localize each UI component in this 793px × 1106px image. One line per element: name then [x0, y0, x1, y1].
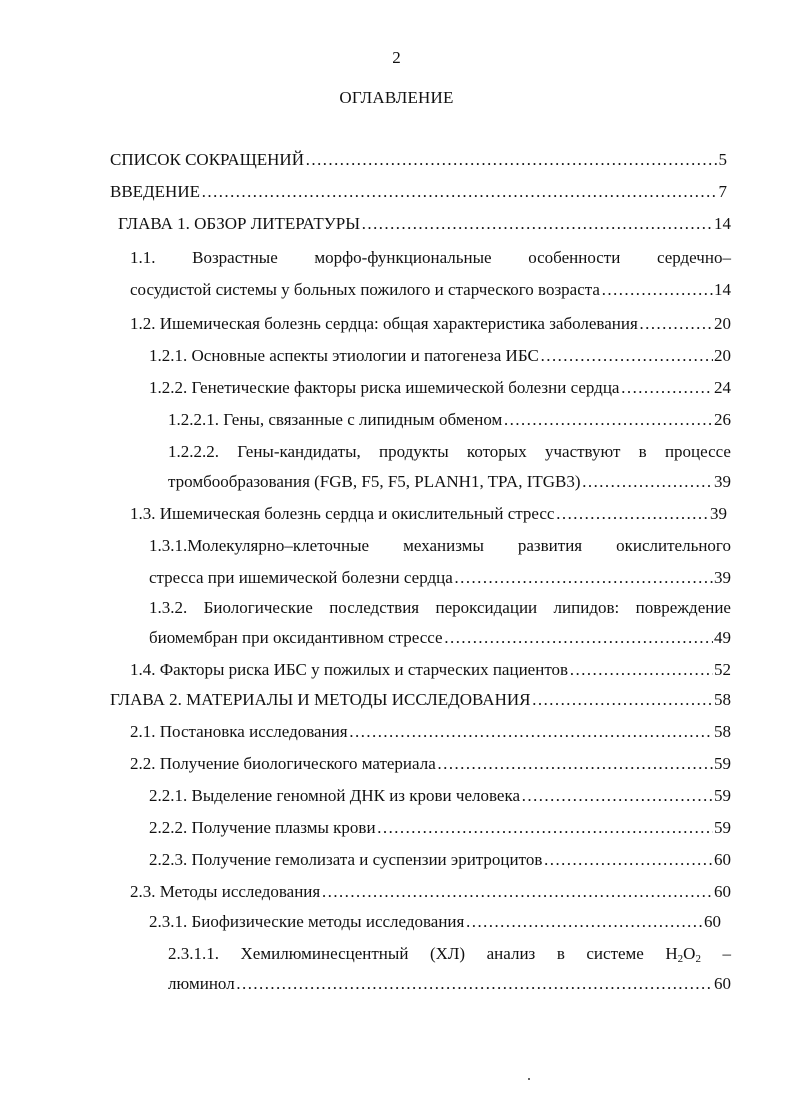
toc-entry-1-3-1-line1[interactable]: [149, 535, 731, 557]
word: системе: [586, 944, 644, 963]
word: 2.3.1.1.: [168, 944, 219, 963]
toc-entry-1-1-line2[interactable]: [130, 279, 731, 301]
toc-entry-text: 1.2.1. Основные аспекты этиологии и патогенеза ИБС: [149, 346, 539, 365]
toc-entry-page: 20: [714, 346, 731, 365]
toc-entry-text: сосудистой системы у больных пожилого и старческого возраста: [130, 280, 600, 299]
word: (ХЛ): [429, 944, 466, 963]
toc-entry-1-2-2-1[interactable]: [168, 409, 731, 431]
toc-entry-page: 26: [714, 410, 731, 429]
toc-entry-page: 58: [714, 690, 731, 709]
toc-entry-1-3[interactable]: [130, 503, 727, 525]
word: которых: [466, 442, 527, 461]
toc-entry-1-3-2-line2[interactable]: [149, 627, 731, 649]
toc-entry-page: 39: [714, 472, 731, 491]
toc-leader-dots: [236, 973, 713, 995]
toc-entry-2-3[interactable]: [130, 881, 731, 903]
formula-h2o2: $H_2O_2$: [665, 944, 701, 965]
toc-leader-dots: [377, 817, 713, 839]
toc-entry-1-3-2-line1[interactable]: [149, 597, 731, 619]
word: повреждение: [635, 598, 731, 617]
word: пероксидации: [435, 598, 538, 617]
toc-entry-text: СПИСОК СОКРАЩЕНИЙ: [110, 150, 304, 169]
toc-entry-page: 39: [710, 504, 727, 523]
toc-entry-text: ГЛАВА 1. ОБЗОР ЛИТЕРАТУРЫ: [118, 214, 361, 233]
toc-entry-text: 2.3. Методы исследования: [130, 882, 321, 901]
toc-entry-page: 20: [714, 314, 731, 333]
toc-entry-page: 14: [714, 214, 731, 233]
word: морфо-функциональные: [314, 248, 492, 267]
toc-entry-page: 14: [714, 280, 731, 299]
toc-entry-2-2-2[interactable]: [149, 817, 731, 839]
word: продукты: [379, 442, 449, 461]
toc-leader-dots: [620, 377, 713, 399]
toc-leader-dots: [437, 753, 713, 775]
word: анализ: [486, 944, 536, 963]
toc-entry-2-3-1[interactable]: [149, 911, 721, 933]
toc-entry-text: 2.2. Получение биологического материала: [130, 754, 436, 773]
word: механизмы: [403, 536, 484, 555]
toc-leader-dots: [582, 471, 713, 493]
word: 1.3.2.: [149, 598, 188, 617]
toc-entry-1-2-2[interactable]: [149, 377, 731, 399]
word: Возрастные: [192, 248, 278, 267]
toc-entry-page: 5: [718, 150, 727, 169]
word: в: [556, 944, 565, 963]
toc-leader-dots: [361, 213, 713, 235]
toc-entry-page: 59: [714, 754, 731, 773]
toc-entry-text: тромбообразования (FGB, F5, F5, PLANH1, TPA, ITGB3): [168, 472, 581, 491]
toc-entry-2-3-1-1-line2[interactable]: [168, 973, 731, 995]
toc-entry-text: стресса при ишемической болезни сердца: [149, 568, 453, 587]
toc-entry-2-2-3[interactable]: [149, 849, 731, 871]
word: Гены-кандидаты,: [237, 442, 361, 461]
toc-leader-dots: [543, 849, 713, 871]
toc-entry-page: 59: [714, 786, 731, 805]
toc-leader-dots: [531, 689, 713, 711]
toc-entry-page: 58: [714, 722, 731, 741]
toc-leader-dots: [555, 503, 709, 525]
toc-leader-dots: [503, 409, 713, 431]
toc-entry-page: 24: [714, 378, 731, 397]
word: сердечно–: [656, 248, 731, 267]
toc-entry-text: 1.4. Факторы риска ИБС у пожилых и старческих пациентов: [130, 660, 569, 679]
toc-entry-page: 7: [718, 182, 727, 201]
toc-entry-abbreviations[interactable]: [110, 149, 727, 171]
toc-entry-page: 59: [714, 818, 731, 837]
toc-entry-1-4[interactable]: [130, 659, 731, 681]
toc-entry-page: 60: [714, 882, 731, 901]
word: развития: [517, 536, 583, 555]
page-title: ОГЛАВЛЕНИЕ: [339, 88, 454, 107]
toc-entry-text: 2.2.2. Получение плазмы крови: [149, 818, 376, 837]
toc-entry-chapter-2[interactable]: [110, 689, 731, 711]
toc-entry-page: 49: [714, 628, 731, 647]
toc-entry-1-2-2-2-line1[interactable]: [168, 441, 731, 463]
toc-entry-1-2-1[interactable]: [149, 345, 731, 367]
toc-entry-2-2[interactable]: [130, 753, 731, 775]
toc-leader-dots: [569, 659, 713, 681]
toc-entry-2-3-1-1-line1[interactable]: [168, 943, 731, 965]
toc-entry-text: 2.2.3. Получение гемолизата и суспензии эритроцитов: [149, 850, 543, 869]
word: в: [638, 442, 647, 461]
toc-entry-text: биомембран при оксидантивном стрессе: [149, 628, 443, 647]
toc-leader-dots: [601, 279, 713, 301]
toc-entry-page: 60: [714, 974, 731, 993]
word: процессе: [664, 442, 731, 461]
toc-entry-text: 2.1. Постановка исследования: [130, 722, 348, 741]
word: Биологические: [203, 598, 313, 617]
toc-leader-dots: [465, 911, 703, 933]
toc-leader-dots: [454, 567, 713, 589]
toc-entry-page: 52: [714, 660, 731, 679]
toc-entry-page: 39: [714, 568, 731, 587]
toc-entry-introduction[interactable]: [110, 181, 727, 203]
toc-entry-1-3-1-line2[interactable]: [149, 567, 731, 589]
toc-entry-text: ВВЕДЕНИЕ: [110, 182, 200, 201]
toc-entry-text: 2.3.1. Биофизические методы исследования: [149, 912, 465, 931]
page-number: 2: [392, 48, 401, 67]
toc-entry-text: 1.2. Ишемическая болезнь сердца: общая характеристика заболевания: [130, 314, 638, 333]
dash: –: [722, 944, 731, 963]
toc-leader-dots: [305, 149, 718, 171]
toc-leader-dots: [321, 881, 713, 903]
toc-entry-1-2[interactable]: [130, 313, 731, 335]
word: 1.3.1.Молекулярно–клеточные: [149, 536, 370, 555]
toc-entry-text: 1.2.2. Генетические факторы риска ишемической болезни сердца: [149, 378, 620, 397]
toc-entry-2-2-1[interactable]: [149, 785, 731, 807]
toc-leader-dots: [349, 721, 713, 743]
toc-leader-dots: [639, 313, 713, 335]
toc-entry-text: ГЛАВА 2. МАТЕРИАЛЫ И МЕТОДЫ ИССЛЕДОВАНИЯ: [110, 690, 531, 709]
scan-speck: [528, 1078, 530, 1080]
toc-entry-text: 2.2.1. Выделение геномной ДНК из крови человека: [149, 786, 521, 805]
toc-entry-text: 1.2.2.1. Гены, связанные с липидным обменом: [168, 410, 503, 429]
toc-leader-dots: [521, 785, 713, 807]
toc-entry-1-2-2-2-line2[interactable]: [168, 471, 731, 493]
toc-entry-chapter-1[interactable]: [118, 213, 731, 235]
toc-leader-dots: [201, 181, 718, 203]
toc-entry-1-1-line1[interactable]: [130, 247, 731, 269]
toc-entry-2-1[interactable]: [130, 721, 731, 743]
word: Хемилюминесцентный: [240, 944, 409, 963]
word: особенности: [528, 248, 621, 267]
word: участвуют: [544, 442, 621, 461]
toc-entry-page: 60: [704, 912, 721, 931]
word: 1.1.: [130, 248, 156, 267]
word: последствия: [329, 598, 420, 617]
toc-entry-page: 60: [714, 850, 731, 869]
toc-leader-dots: [540, 345, 713, 367]
word: липидов:: [553, 598, 620, 617]
word: окислительного: [616, 536, 731, 555]
toc-leader-dots: [444, 627, 713, 649]
toc-entry-text: 1.3. Ишемическая болезнь сердца и окислительный стресс: [130, 504, 555, 523]
toc-entry-text: люминол: [168, 974, 235, 993]
word: 1.2.2.2.: [168, 442, 219, 461]
